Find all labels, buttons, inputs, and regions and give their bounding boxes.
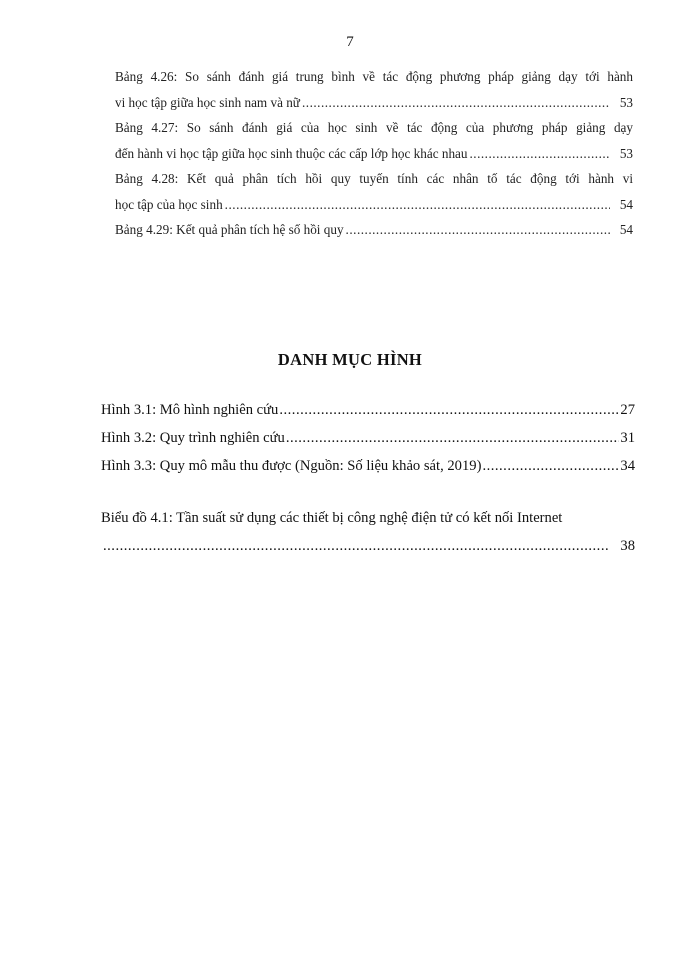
toc-entry-text: Bảng 4.27: So sánh đánh giá của học sinh về tác động của phương pháp giảng dạy [115,120,633,135]
dot-leader [346,217,610,243]
toc-page-number: 54 [619,196,633,212]
toc-page-number: 34 [620,458,635,474]
toc-page-number: 31 [620,430,635,446]
toc-entry-table-4-26[interactable] [115,64,633,115]
toc-entry-text: đến hành vi học tập giữa học sinh thuộc các cấp lớp học khác nhau [115,145,468,161]
toc-entry-figure-3-2[interactable] [101,424,635,452]
toc-entry-text: vi học tập giữa học sinh nam và nữ [115,94,300,110]
dot-leader [286,424,620,452]
figure-label: Hình 3.2: Quy trình nghiên cứu [101,430,285,446]
toc-page-number: 27 [620,402,635,418]
toc-entry-table-4-28[interactable] [115,166,633,217]
toc-entry-text: Bảng 4.26: So sánh đánh giá trung bình về tác động phương pháp giảng dạy tới hành [115,69,633,84]
toc-page-number: 54 [619,222,633,237]
figure-label: Hình 3.1: Mô hình nghiên cứu [101,402,279,418]
toc-page-number: 53 [619,94,633,110]
toc-entry-table-4-29[interactable] [115,217,633,243]
dot-leader [482,452,619,480]
toc-entry-chart-4-1[interactable] [101,504,635,560]
figure-list [101,396,635,480]
chart-label: Biểu đồ 4.1: Tần suất sử dụng các thiết bị công nghệ điện tử có kết nối Internet [101,510,563,526]
dot-leader [302,90,610,116]
figure-label: Hình 3.3: Quy mô mẫu thu được (Nguồn: Số liệu khảo sát, 2019) [101,458,482,474]
toc-entry-figure-3-3[interactable] [101,452,635,480]
table-list [115,64,633,243]
toc-entry-text: Bảng 4.29: Kết quả phân tích hệ số hồi quy [115,222,344,237]
toc-entry-table-4-27[interactable] [115,115,633,166]
toc-entry-text: học tập của học sinh [115,196,223,212]
toc-page-number: 38 [620,538,635,554]
toc-page-number: 53 [619,145,633,161]
toc-entry-text: Bảng 4.28: Kết quả phân tích hồi quy tuyến tính các nhân tố tác động tới hành vi [115,171,633,186]
page-number: 7 [346,34,354,50]
dot-leader [225,192,610,218]
dot-leader [103,532,610,560]
dot-leader [279,396,619,424]
figures-section-title: DANH MỤC HÌNH [277,350,423,369]
toc-entry-figure-3-1[interactable] [101,396,635,424]
dot-leader [469,141,609,167]
